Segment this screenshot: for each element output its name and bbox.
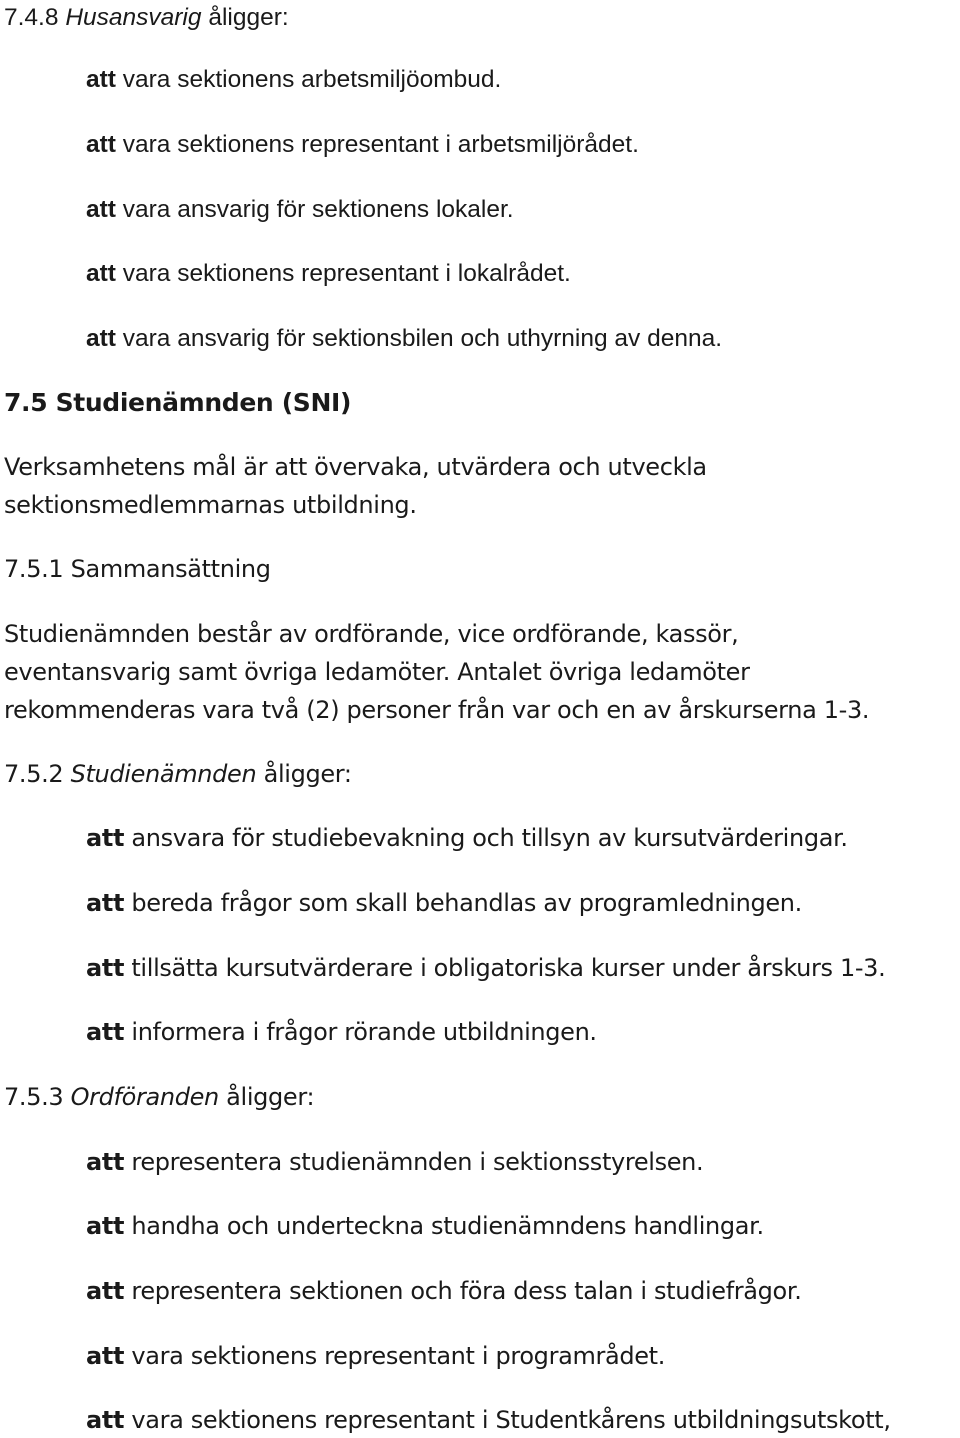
section-heading-7-5-1: 7.5.1 Sammansättning — [4, 555, 271, 583]
list-item: att vara sektionens representant i programrådet. — [86, 1342, 665, 1370]
list-item: att informera i frågor rörande utbildningen. — [86, 1018, 597, 1046]
section-heading-7-5-2: 7.5.2 Studienämnden åligger: — [4, 760, 352, 788]
paragraph-line: eventansvarig samt övriga ledamöter. Antalet övriga ledamöter — [4, 658, 750, 686]
list-item: att representera studienämnden i sektionsstyrelsen. — [86, 1148, 704, 1176]
list-item: att vara ansvarig för sektionens lokaler. — [86, 196, 514, 223]
paragraph-line: Studienämnden består av ordförande, vice ordförande, kassör, — [4, 620, 739, 648]
list-item: att vara sektionens arbetsmiljöombud. — [86, 66, 502, 93]
role-name: Ordföranden — [70, 1083, 219, 1111]
role-name: Studienämnden — [70, 760, 257, 788]
list-item: att tillsätta kursutvärderare i obligatoriska kurser under årskurs 1-3. — [86, 954, 886, 982]
paragraph-line: rekommenderas vara två (2) personer från var och en av årskurserna 1-3. — [4, 696, 870, 724]
list-item: att vara sektionens representant i arbetsmiljörådet. — [86, 131, 639, 158]
paragraph-line: Verksamhetens mål är att övervaka, utvärdera och utveckla — [4, 453, 707, 481]
list-item: att ansvara för studiebevakning och tillsyn av kursutvärderingar. — [86, 824, 848, 852]
section-heading-7-5-3: 7.5.3 Ordföranden åligger: — [4, 1083, 315, 1111]
list-item: att vara sektionens representant i Studentkårens utbildningsutskott, — [86, 1406, 891, 1434]
list-item: att handha och underteckna studienämndens handlingar. — [86, 1212, 764, 1240]
section-heading-7-5: 7.5 Studienämnden (SNI) — [4, 388, 352, 417]
list-item: att vara ansvarig för sektionsbilen och uthyrning av denna. — [86, 325, 723, 352]
role-name: Husansvarig — [65, 4, 202, 31]
list-item: att representera sektionen och föra dess talan i studiefrågor. — [86, 1277, 802, 1305]
paragraph-line: sektionsmedlemmarnas utbildning. — [4, 491, 417, 519]
list-item: att bereda frågor som skall behandlas av programledningen. — [86, 889, 802, 917]
section-heading-7-4-8: 7.4.8 Husansvarig åligger: — [4, 4, 289, 31]
list-item: att vara sektionens representant i lokalrådet. — [86, 260, 571, 287]
